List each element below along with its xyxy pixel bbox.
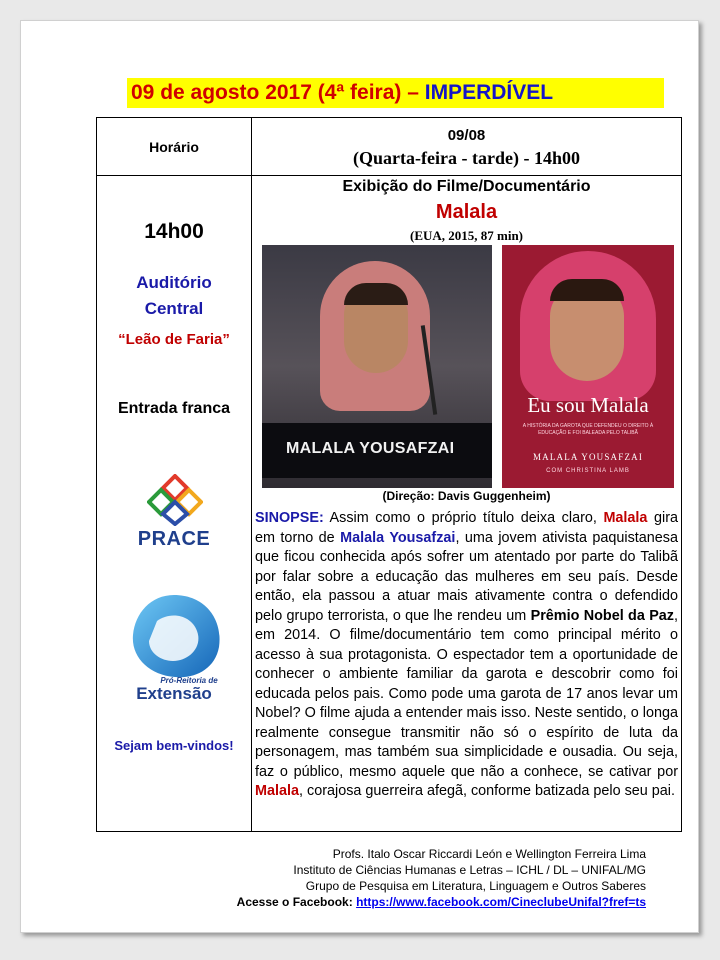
info-cell (97, 176, 252, 832)
headline-date: 09 de agosto 2017 (4ª feira) – (131, 81, 425, 104)
event-headline (127, 78, 664, 108)
book-author: MALALA YOUSAFZAI (532, 452, 644, 462)
prace-label: PRACE (137, 528, 211, 550)
film-type: Exibição do Filme/Documentário (342, 178, 591, 195)
synopsis-text-3: , uma jovem ativista paquistanesa que ficou conhecida após sofrer um atentado por parte do Talibã por falar sobre a educação das mulheres em seu país. Desde então, ela passou a atuar mais ativamente contra o defendido pelo grupo terrorista, o que lhe rendeu um (255, 529, 678, 624)
facebook-label: Acesse o Facebook: (236, 895, 357, 909)
synopsis-label: SINOPSE: (255, 510, 324, 526)
synopsis-name-2: Malala Yousafzai (340, 529, 456, 546)
table-body-row (97, 176, 682, 832)
footer-facebook (237, 894, 646, 910)
venue-line-1: Auditório (136, 273, 212, 292)
book-title: Eu sou Malala (527, 393, 649, 417)
synopsis-prize: Prêmio Nobel da Paz (530, 607, 674, 624)
prace-logo-icon (147, 474, 203, 526)
footer (237, 846, 646, 910)
synopsis-name-3: Malala (255, 783, 299, 799)
synopsis (255, 509, 678, 802)
extension-logo-text: Extensão (136, 684, 212, 703)
book-cover (502, 245, 674, 488)
synopsis-text-2: gira em torno de (255, 510, 678, 546)
extension-logo-icon (119, 591, 229, 703)
document-page (20, 20, 699, 933)
synopsis-name-1: Malala (603, 510, 648, 526)
header-session: (Quarta-feira - tarde) - 14h00 (353, 148, 580, 168)
book-subtitle: A HISTÓRIA DA GAROTA QUE DEFENDEU O DIREITO À EDUCAÇÃO E FOI BALEADA PELO TALIBÃ (522, 423, 654, 436)
venue-name: “Leão de Faria” (118, 331, 230, 348)
venue-line-2: Central (144, 299, 204, 318)
synopsis-text-1: Assim como o próprio título deixa claro, (323, 510, 604, 526)
headline-highlight: IMPERDÍVEL (424, 81, 554, 104)
venue (97, 270, 251, 322)
synopsis-text-4: , em 2014. O filme/documentário tem como principal mérito o acesso à sua protagonista. O espectador tem a oportunidade de conhecer o ambiente familiar da garota e descobrir como foi educada pelos pais. Como pode uma garota de 17 anos levar um Nobel? O filme ajuda a entender mais isso. Neste sentido, o longa realmente consegue transmitir não só o espírito de luta da personagem, mas também sua simplicidade e ousadia. Ou seja, faz o público, mesmo aquele que não a conhece, se cativar por (255, 607, 678, 780)
header-date: 09/08 (447, 127, 486, 144)
extension-logo-small-text: Pró-Reitoria de (160, 676, 218, 685)
name-plate-text: MALALA YOUSAFZAI (286, 440, 455, 457)
entry-info: Entrada franca (117, 400, 231, 417)
footer-line-2: Instituto de Ciências Humanas e Letras – ICHL / DL – UNIFAL/MG (293, 863, 646, 877)
header-time-cell (97, 118, 252, 176)
film-title: Malala (435, 201, 498, 223)
facebook-link[interactable]: https://www.facebook.com/CineclubeUnifal?fref=ts (356, 895, 646, 909)
welcome-message: Sejam bem-vindos! (114, 738, 234, 753)
photo-speech (262, 245, 492, 488)
footer-line-3: Grupo de Pesquisa em Literatura, Linguagem e Outros Saberes (305, 879, 646, 893)
schedule-table (96, 117, 682, 832)
book-coauthor: COM CHRISTINA LAMB (546, 468, 630, 474)
header-time-label: Horário (149, 138, 199, 155)
film-director: (Direção: Davis Guggenheim) (382, 489, 551, 503)
synopsis-text-5: , corajosa guerreira afegã, conforme batizada pelo seu pai. (299, 783, 675, 799)
event-time: 14h00 (144, 220, 204, 243)
header-date-cell (252, 118, 682, 176)
footer-line-1: Profs. Italo Oscar Riccardi León e Wellington Ferreira Lima (332, 847, 646, 861)
film-cell (252, 176, 682, 832)
table-header-row (97, 118, 682, 176)
film-meta: (EUA, 2015, 87 min) (409, 228, 524, 243)
